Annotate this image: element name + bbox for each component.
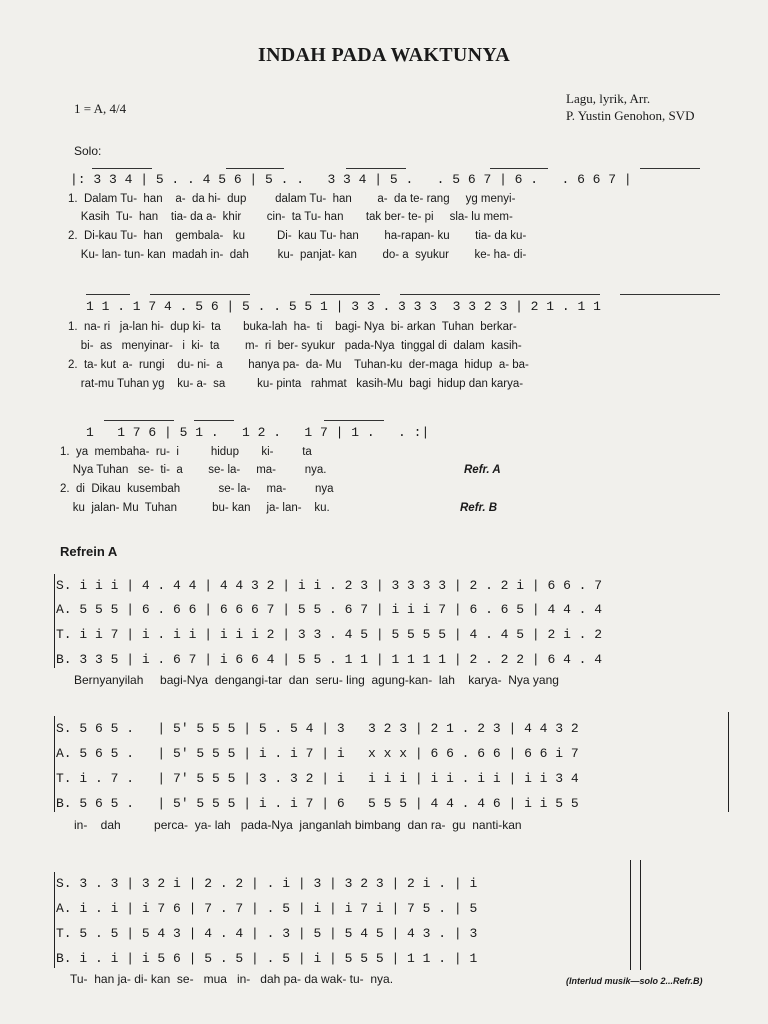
refrain-2-soprano: S. 5 6 5 . | 5' 5 5 5 | 5 . 5 4 | 3 3 2 3 | 2 1 . 2 3 | 4 4 3 2: [56, 721, 579, 736]
refrain-3-soprano: S. 3 . 3 | 3 2 i | 2 . 2 | . i | 3 | 3 2 3 | 2 i . | i: [56, 876, 478, 891]
solo-system-3-notes: 1 1 7 6 | 5 1 . 1 2 . 1 7 | 1 . . :|: [86, 425, 430, 440]
solo-system-1-lyric-3: 2. Di-kau Tu- han gembala- ku Di- kau Tu- han ha-rapan- ku tia- da ku-: [68, 230, 527, 242]
solo-system-1-lyric-2: Kasih Tu- han tia- da a- khir cin- ta Tu- han tak ber- te- pi sla- lu mem-: [68, 211, 513, 223]
refrain-1-bass: B. 3 3 5 | i . 6 7 | i 6 6 4 | 5 5 . 1 1 | 1 1 1 1 | 2 . 2 2 | 6 4 . 4: [56, 652, 603, 667]
refrain-1-alto: A. 5 5 5 | 6 . 6 6 | 6 6 6 7 | 5 5 . 6 7 | i i i 7 | 6 . 6 5 | 4 4 . 4: [56, 602, 603, 617]
refrain-3-lyric: Tu- han ja- di- kan se- mua in- dah pa- da wak- tu- nya.: [70, 972, 394, 986]
refrain-1-lyric: Bernyanyilah bagi-Nya dengangi-tar dan seru- ling agung-kan- lah karya- Nya yang: [74, 673, 559, 687]
solo-system-3-lyric-3: 2. di Dikau kusembah se- la- ma- nya: [60, 483, 334, 495]
beam-line: [226, 168, 284, 169]
final-barline: [630, 860, 631, 970]
system-start-barline: [54, 872, 55, 968]
system-start-barline: [54, 574, 55, 668]
credit-line-1: Lagu, lyrik, Arr.: [566, 91, 651, 106]
refrain-3-alto: A. i . i | i 7 6 | 7 . 7 | . 5 | i | i 7 i | 7 5 . | 5: [56, 901, 478, 916]
solo-system-2-lyric-1: 1. na- ri ja-lan hi- dup ki- ta buka-lah ha- ti bagi- Nya bi- arkan Tuhan berkar-: [68, 321, 517, 333]
beam-line: [150, 294, 250, 295]
refrain-b-ref: Refr. B: [460, 502, 498, 514]
solo-system-3-lyric-1: 1. ya membaha- ru- i hidup ki- ta: [60, 446, 312, 458]
key-signature: 1 = A, 4/4: [74, 101, 127, 116]
solo-system-2-lyric-2: bi- as menyinar- i ki- ta m- ri ber- syukur pada-Nya tinggal di dalam kasih-: [68, 340, 522, 352]
solo-system-2-notes: 1 1 . 1 7 4 . 5 6 | 5 . . 5 5 1 | 3 3 . 3 3 3 3 3 2 3 | 2 1 . 1 1: [86, 299, 601, 314]
beam-line: [194, 420, 234, 421]
final-barline: [640, 860, 641, 970]
beam-line: [92, 168, 152, 169]
beam-line: [310, 294, 380, 295]
beam-line: [620, 294, 720, 295]
refrain-2-alto: A. 5 6 5 . | 5' 5 5 5 | i . i 7 | i x x x | 6 6 . 6 6 | 6 6 i 7: [56, 746, 579, 761]
beam-line: [490, 168, 548, 169]
beam-line: [324, 420, 384, 421]
beam-line: [346, 168, 406, 169]
refrain-1-soprano: S. i i i | 4 . 4 4 | 4 4 3 2 | i i . 2 3 | 3 3 3 3 | 2 . 2 i | 6 6 . 7: [56, 578, 603, 593]
song-title: INDAH PADA WAKTUNYA: [257, 44, 511, 66]
solo-system-1-notes: |: 3 3 4 | 5 . . 4 5 6 | 5 . . 3 3 4 | 5 . . 5 6 7 | 6 . . 6 6 7 |: [70, 172, 632, 187]
refrain-2-bass: B. 5 6 5 . | 5' 5 5 5 | i . i 7 | 6 5 5 5 | 4 4 . 4 6 | i i 5 5: [56, 796, 579, 811]
solo-system-3-lyric-2: Nya Tuhan se- ti- a se- la- ma- nya.: [60, 464, 327, 476]
system-end-barline: [728, 712, 729, 812]
credit-block: [566, 90, 694, 124]
solo-system-3-lyric-4: ku jalan- Mu Tuhan bu- kan ja- lan- ku.: [60, 502, 330, 514]
refrain-1-tenor: T. i i 7 | i . i i | i i i 2 | 3 3 . 4 5 | 5 5 5 5 | 4 . 4 5 | 2 i . 2: [56, 627, 603, 642]
refrain-3-tenor: T. 5 . 5 | 5 4 3 | 4 . 4 | . 3 | 5 | 5 4 5 | 4 3 . | 3: [56, 926, 478, 941]
beam-line: [640, 168, 700, 169]
solo-label: Solo:: [74, 144, 102, 158]
interlude-note: (Interlud musik—solo 2...Refr.B): [566, 976, 703, 986]
system-start-barline: [54, 716, 55, 812]
refrain-label: Refrein A: [60, 544, 118, 559]
refrain-a-ref: Refr. A: [464, 464, 501, 476]
beam-line: [400, 294, 600, 295]
credit-line-2: P. Yustin Genohon, SVD: [566, 108, 695, 123]
solo-system-2-lyric-4: rat-mu Tuhan yg ku- a- sa ku- pinta rahmat kasih-Mu bagi hidup dan karya-: [68, 378, 524, 390]
refrain-2-lyric: in- dah perca- ya- lah pada-Nya janganlah bimbang dan ra- gu nanti-kan: [74, 818, 522, 832]
solo-system-2-lyric-3: 2. ta- kut a- rungi du- ni- a hanya pa- da- Mu Tuhan-ku der-maga hidup a- ba-: [68, 359, 529, 371]
solo-system-1-lyric-4: Ku- lan- tun- kan madah in- dah ku- panjat- kan do- a syukur ke- ha- di-: [68, 249, 527, 261]
beam-line: [86, 294, 130, 295]
beam-line: [104, 420, 174, 421]
solo-system-1-lyric-1: 1. Dalam Tu- han a- da hi- dup dalam Tu- han a- da te- rang yg menyi-: [68, 193, 516, 205]
refrain-3-bass: B. i . i | i 5 6 | 5 . 5 | . 5 | i | 5 5 5 | 1 1 . | 1: [56, 951, 478, 966]
refrain-2-tenor: T. i . 7 . | 7' 5 5 5 | 3 . 3 2 | i i i i | i i . i i | i i 3 4: [56, 771, 579, 786]
